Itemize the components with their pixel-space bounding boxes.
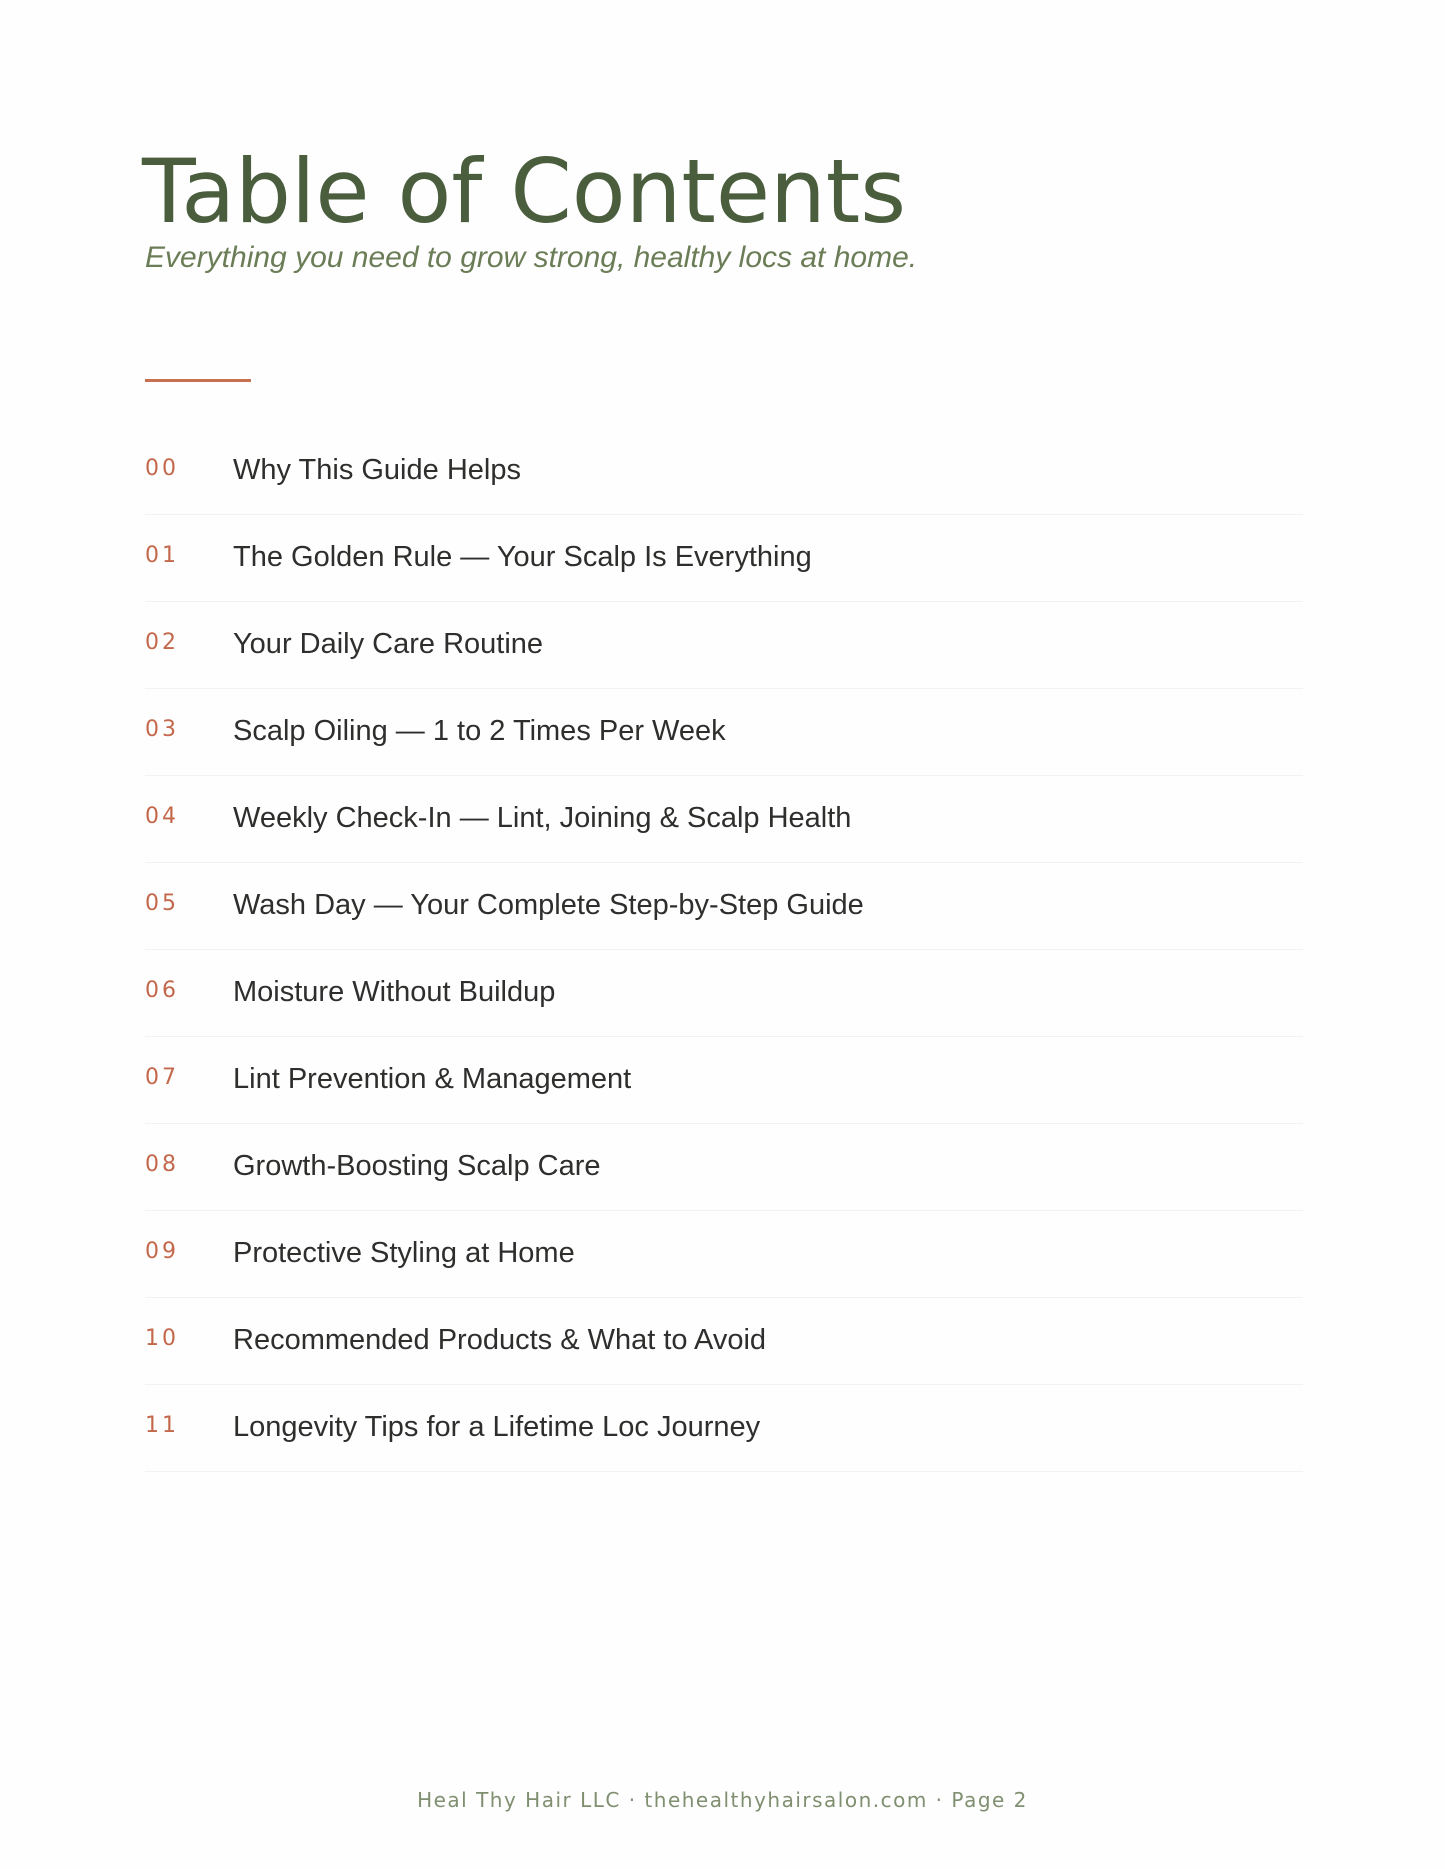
toc-entry-number: 05 — [145, 891, 179, 916]
toc-entry-number: 11 — [145, 1413, 179, 1438]
toc-entry[interactable] — [145, 1385, 1303, 1472]
toc-entry-title: Longevity Tips for a Lifetime Loc Journey — [233, 1411, 761, 1443]
toc-entry-title: Lint Prevention & Management — [233, 1063, 632, 1095]
page-subtitle: Everything you need to grow strong, healthy locs at home. — [145, 241, 918, 274]
toc-entry[interactable] — [145, 515, 1303, 602]
toc-entry-number: 02 — [145, 630, 179, 655]
toc-entry-number: 09 — [145, 1239, 179, 1264]
toc-entry[interactable] — [145, 602, 1303, 689]
toc-entry-number: 07 — [145, 1065, 179, 1090]
toc-entry[interactable] — [145, 776, 1303, 863]
toc-entry[interactable] — [145, 1037, 1303, 1124]
toc-entry-number: 08 — [145, 1152, 179, 1177]
toc-entry-title: Growth-Boosting Scalp Care — [233, 1150, 601, 1182]
toc-entry-title: Why This Guide Helps — [233, 454, 521, 486]
toc-entry[interactable] — [145, 863, 1303, 950]
toc-entry[interactable] — [145, 950, 1303, 1037]
toc-list — [145, 428, 1303, 1472]
toc-entry-title: Protective Styling at Home — [233, 1237, 575, 1269]
toc-entry[interactable] — [145, 428, 1303, 515]
toc-entry-title: Scalp Oiling — 1 to 2 Times Per Week — [233, 715, 726, 747]
toc-entry[interactable] — [145, 689, 1303, 776]
toc-entry-title: Your Daily Care Routine — [233, 628, 544, 660]
toc-entry[interactable] — [145, 1124, 1303, 1211]
toc-entry-title: Moisture Without Buildup — [233, 976, 556, 1008]
toc-entry-number: 04 — [145, 804, 179, 829]
toc-entry[interactable] — [145, 1298, 1303, 1385]
toc-entry-title: Wash Day — Your Complete Step-by-Step Guide — [233, 889, 864, 921]
accent-divider — [145, 379, 251, 382]
toc-entry[interactable] — [145, 1211, 1303, 1298]
toc-entry-number: 00 — [145, 456, 179, 481]
toc-entry-number: 01 — [145, 543, 179, 568]
page-title: Table of Contents — [142, 140, 907, 243]
toc-entry-number: 06 — [145, 978, 179, 1003]
toc-entry-title: The Golden Rule — Your Scalp Is Everything — [233, 541, 812, 573]
toc-entry-number: 03 — [145, 717, 179, 742]
toc-entry-title: Weekly Check-In — Lint, Joining & Scalp Health — [233, 802, 852, 834]
toc-entry-number: 10 — [145, 1326, 179, 1351]
toc-entry-title: Recommended Products & What to Avoid — [233, 1324, 767, 1356]
page-footer: Heal Thy Hair LLC · thehealthyhairsalon.com · Page 2 — [417, 1788, 1028, 1812]
